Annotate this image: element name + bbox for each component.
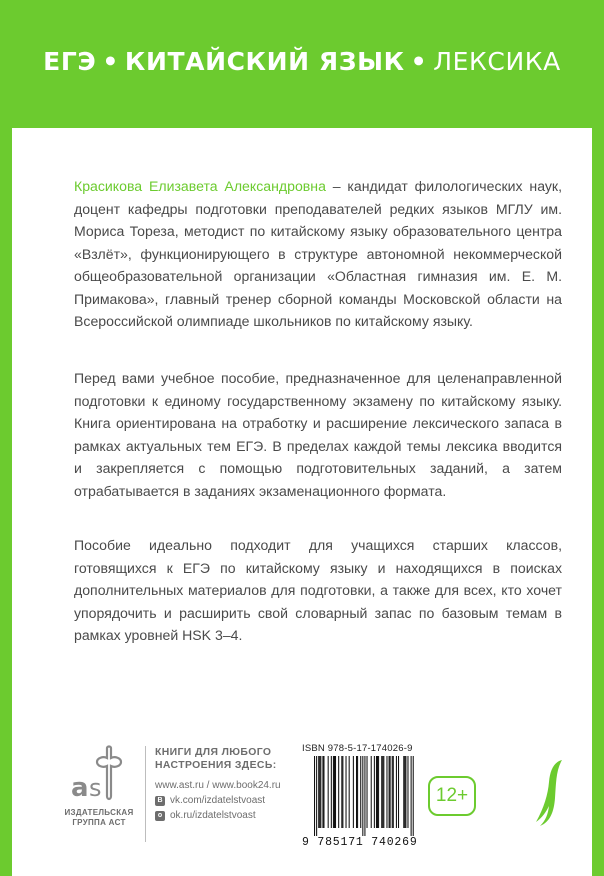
series-title bbox=[43, 47, 561, 76]
ok-icon: o bbox=[155, 811, 165, 821]
vk-link[interactable] bbox=[155, 793, 305, 808]
footer-divider bbox=[145, 746, 146, 842]
website-links[interactable] bbox=[155, 778, 305, 793]
promo-title-line: НАСТРОЕНИЯ ЗДЕСЬ: bbox=[155, 760, 277, 771]
series-separator: • bbox=[410, 46, 428, 76]
barcode-bar bbox=[383, 756, 384, 828]
vk-link-text[interactable]: vk.com/izdatelstvoast bbox=[170, 795, 266, 806]
barcode-bar bbox=[413, 756, 414, 836]
cover-header bbox=[0, 0, 604, 128]
logo-caption-line: ГРУППА АСТ bbox=[72, 818, 126, 827]
barcode-bar bbox=[342, 756, 343, 828]
barcode-bar bbox=[333, 756, 334, 828]
publisher-l-logo bbox=[532, 756, 566, 835]
barcode-bar bbox=[396, 756, 397, 828]
barcode-bar bbox=[398, 756, 399, 828]
barcode-bar bbox=[314, 756, 315, 836]
series-part-exam: ЕГЭ bbox=[43, 46, 97, 76]
barcode-bar bbox=[338, 756, 339, 828]
series-part-language: КИТАЙСКИЙ ЯЗЫК bbox=[124, 46, 405, 76]
barcode-bar bbox=[331, 756, 332, 828]
barcode-bar bbox=[386, 756, 387, 828]
book-description: Перед вами учебное пособие, предназначенное для целенаправленной подготовки к единому государственному экзамену по китайскому языку. Книга ориентирована на отработку и расширение лексического запаса в рамках актуальных тем ЕГЭ. В пределах каждой темы лексика вводится и закрепляется с помощью подготовительных заданий, а затем отрабатывается в заданиях экзаменационного формата. bbox=[74, 370, 562, 499]
barcode-bar bbox=[392, 756, 393, 828]
barcode bbox=[302, 743, 424, 853]
barcode-bar bbox=[318, 756, 319, 828]
audience-description: Пособие идеально подходит для учащихся старших классов, готовящихся к ЕГЭ по китайскому языку и находящихся в поисках дополнительных материалов для подготовки, а также для всех, кто хочет упорядочить и расширить свой словарный запас по базовым темам в рамках уровней HSK 3–4. bbox=[74, 537, 562, 643]
barcode-bar bbox=[356, 756, 357, 828]
barcode-bar bbox=[322, 756, 323, 828]
publisher-logo bbox=[60, 744, 138, 828]
author-name: Красикова Елизавета Александровна bbox=[74, 178, 326, 194]
barcode-bar bbox=[377, 756, 378, 828]
author-paragraph bbox=[74, 175, 562, 333]
logo-caption-line: ИЗДАТЕЛЬСКАЯ bbox=[64, 808, 134, 817]
barcode-bar bbox=[320, 756, 321, 828]
series-part-topic: ЛЕКСИКА bbox=[433, 46, 561, 76]
barcode-bar bbox=[404, 756, 405, 828]
barcode-bar bbox=[357, 756, 358, 828]
website-text[interactable]: www.ast.ru / www.book24.ru bbox=[155, 780, 281, 791]
barcode-bar bbox=[360, 756, 361, 828]
barcode-bar bbox=[389, 756, 390, 828]
barcode-bar bbox=[378, 756, 379, 828]
barcode-bar bbox=[353, 756, 354, 828]
barcode-bar bbox=[362, 756, 363, 836]
barcode-bar bbox=[328, 756, 329, 828]
ok-link[interactable] bbox=[155, 808, 305, 823]
barcode-bar bbox=[405, 756, 406, 828]
barcode-bar bbox=[316, 756, 317, 836]
back-cover-panel bbox=[12, 128, 592, 876]
barcode-bar bbox=[381, 756, 382, 828]
barcode-bar bbox=[334, 756, 335, 828]
barcode-bar bbox=[390, 756, 391, 828]
isbn-text: ISBN 978-5-17-174026-9 bbox=[302, 743, 413, 754]
barcode-bar bbox=[371, 756, 372, 828]
age-rating-badge: 12+ bbox=[428, 776, 476, 816]
barcode-bar bbox=[319, 756, 320, 828]
barcode-bar bbox=[411, 756, 412, 836]
barcode-bar bbox=[335, 756, 336, 828]
barcode-bar bbox=[346, 756, 347, 828]
barcode-bar bbox=[364, 756, 365, 836]
barcode-bar bbox=[382, 756, 383, 828]
publisher-l-logo-icon bbox=[532, 756, 566, 830]
barcode-icon bbox=[302, 756, 424, 836]
barcode-bar bbox=[341, 756, 342, 828]
author-bio: – кандидат филологических наук, доцент кафедры подготовки преподавателей редких языков МГЛУ им. Мориса Тореза, методист по китайскому языку образовательного центра «Взлёт», функционирующего в структуре автономной некоммерческой общеобразовательной организации «Областная гимназия им. Е. М. Примакова», главный тренер сборной команды Московской области на Всероссийской олимпиаде школьников по китайскому языку. bbox=[74, 178, 563, 329]
promo-block bbox=[155, 746, 305, 823]
barcode-bar bbox=[403, 756, 404, 828]
barcode-bar bbox=[367, 756, 368, 828]
footer bbox=[12, 736, 592, 876]
ok-link-text[interactable]: ok.ru/izdatelstvoast bbox=[170, 810, 256, 821]
svg-text:s: s bbox=[89, 774, 102, 802]
promo-title bbox=[155, 746, 305, 772]
vk-icon: B bbox=[155, 796, 165, 806]
series-separator: • bbox=[102, 46, 119, 76]
barcode-bar bbox=[323, 756, 324, 828]
barcode-bar bbox=[407, 756, 408, 828]
svg-text:a: a bbox=[71, 773, 89, 803]
ast-logo-icon bbox=[67, 744, 131, 804]
promo-title-line: КНИГИ ДЛЯ ЛЮБОГО bbox=[155, 747, 272, 758]
barcode-bar bbox=[374, 756, 375, 828]
barcode-digits: 9 785171 740269 bbox=[302, 836, 418, 849]
barcode-bar bbox=[393, 756, 394, 828]
barcode-bar bbox=[376, 756, 377, 828]
barcode-bar bbox=[349, 756, 350, 828]
